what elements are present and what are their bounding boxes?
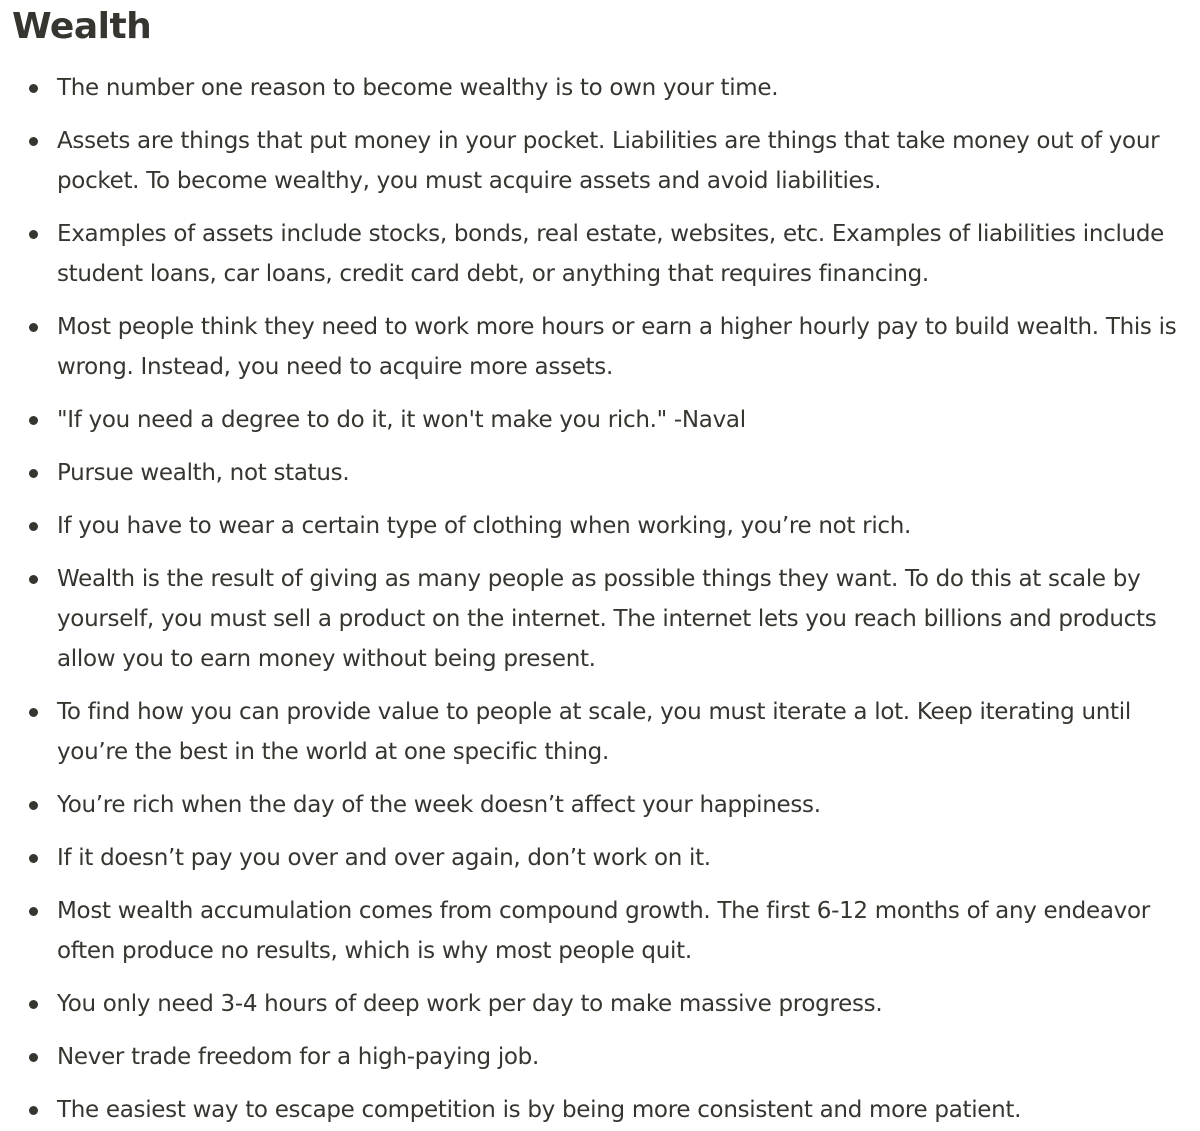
list-item: [12, 891, 1200, 971]
list-item-text: The number one reason to become wealthy is to own your time.: [57, 75, 779, 101]
bullet-icon: [29, 230, 38, 239]
bullet-icon: [29, 801, 38, 810]
bullet-icon: [29, 1000, 38, 1009]
list-item: [12, 559, 1200, 679]
list-item-text: If you have to wear a certain type of clothing when working, you’re not rich.: [57, 513, 912, 539]
bullet-icon: [29, 522, 38, 531]
list-item-text: Examples of assets include stocks, bonds, real estate, websites, etc. Examples of liabilities include student loans, car loans, credit card debt, or anything that requires financing.: [57, 221, 1164, 287]
list-item-text: You only need 3-4 hours of deep work per day to make massive progress.: [57, 991, 883, 1017]
list-item-text: "If you need a degree to do it, it won't make you rich." -Naval: [57, 407, 746, 433]
list-item-text: You’re rich when the day of the week doesn’t affect your happiness.: [57, 792, 821, 818]
list-item-text: Wealth is the result of giving as many people as possible things they want. To do this at scale by yourself, you must sell a product on the internet. The internet lets you reach billions and products allow you to earn money without being present.: [57, 566, 1157, 672]
list-item: [12, 68, 1200, 108]
list-item-text: The easiest way to escape competition is by being more consistent and more patient.: [57, 1097, 1022, 1123]
list-item: [12, 984, 1200, 1024]
bullet-icon: [29, 469, 38, 478]
bullet-icon: [29, 708, 38, 717]
bullet-icon: [29, 1053, 38, 1062]
list-item: [12, 121, 1200, 201]
list-item: [12, 214, 1200, 294]
list-item: [12, 692, 1200, 772]
bullet-icon: [29, 323, 38, 332]
list-item: [12, 400, 1200, 440]
bullet-icon: [29, 416, 38, 425]
list-item: [12, 785, 1200, 825]
list-item: [12, 1090, 1200, 1130]
list-item-text: Most wealth accumulation comes from compound growth. The first 6-12 months of any endeavor often produce no results, which is why most people quit.: [57, 898, 1150, 964]
list-item-text: If it doesn’t pay you over and over again, don’t work on it.: [57, 845, 711, 871]
list-item: [12, 1037, 1200, 1077]
bullet-icon: [29, 575, 38, 584]
list-item-text: To find how you can provide value to people at scale, you must iterate a lot. Keep iterating until you’re the best in the world at one specific thing.: [57, 699, 1131, 765]
page-title: Wealth: [12, 6, 152, 47]
list-item: [12, 453, 1200, 493]
bullet-icon: [29, 1106, 38, 1115]
bullet-icon: [29, 907, 38, 916]
list-item: [12, 307, 1200, 387]
list-item: [12, 838, 1200, 878]
bullet-icon: [29, 84, 38, 93]
bullet-icon: [29, 854, 38, 863]
list-item-text: Assets are things that put money in your pocket. Liabilities are things that take money out of your pocket. To become wealthy, you must acquire assets and avoid liabilities.: [57, 128, 1160, 194]
list-item-text: Never trade freedom for a high-paying job.: [57, 1044, 539, 1070]
bullet-list: [12, 68, 1200, 1130]
bullet-icon: [29, 137, 38, 146]
list-item-text: Most people think they need to work more hours or earn a higher hourly pay to build wealth. This is wrong. Instead, you need to acquire more assets.: [57, 314, 1177, 380]
list-item: [12, 506, 1200, 546]
list-item-text: Pursue wealth, not status.: [57, 460, 350, 486]
